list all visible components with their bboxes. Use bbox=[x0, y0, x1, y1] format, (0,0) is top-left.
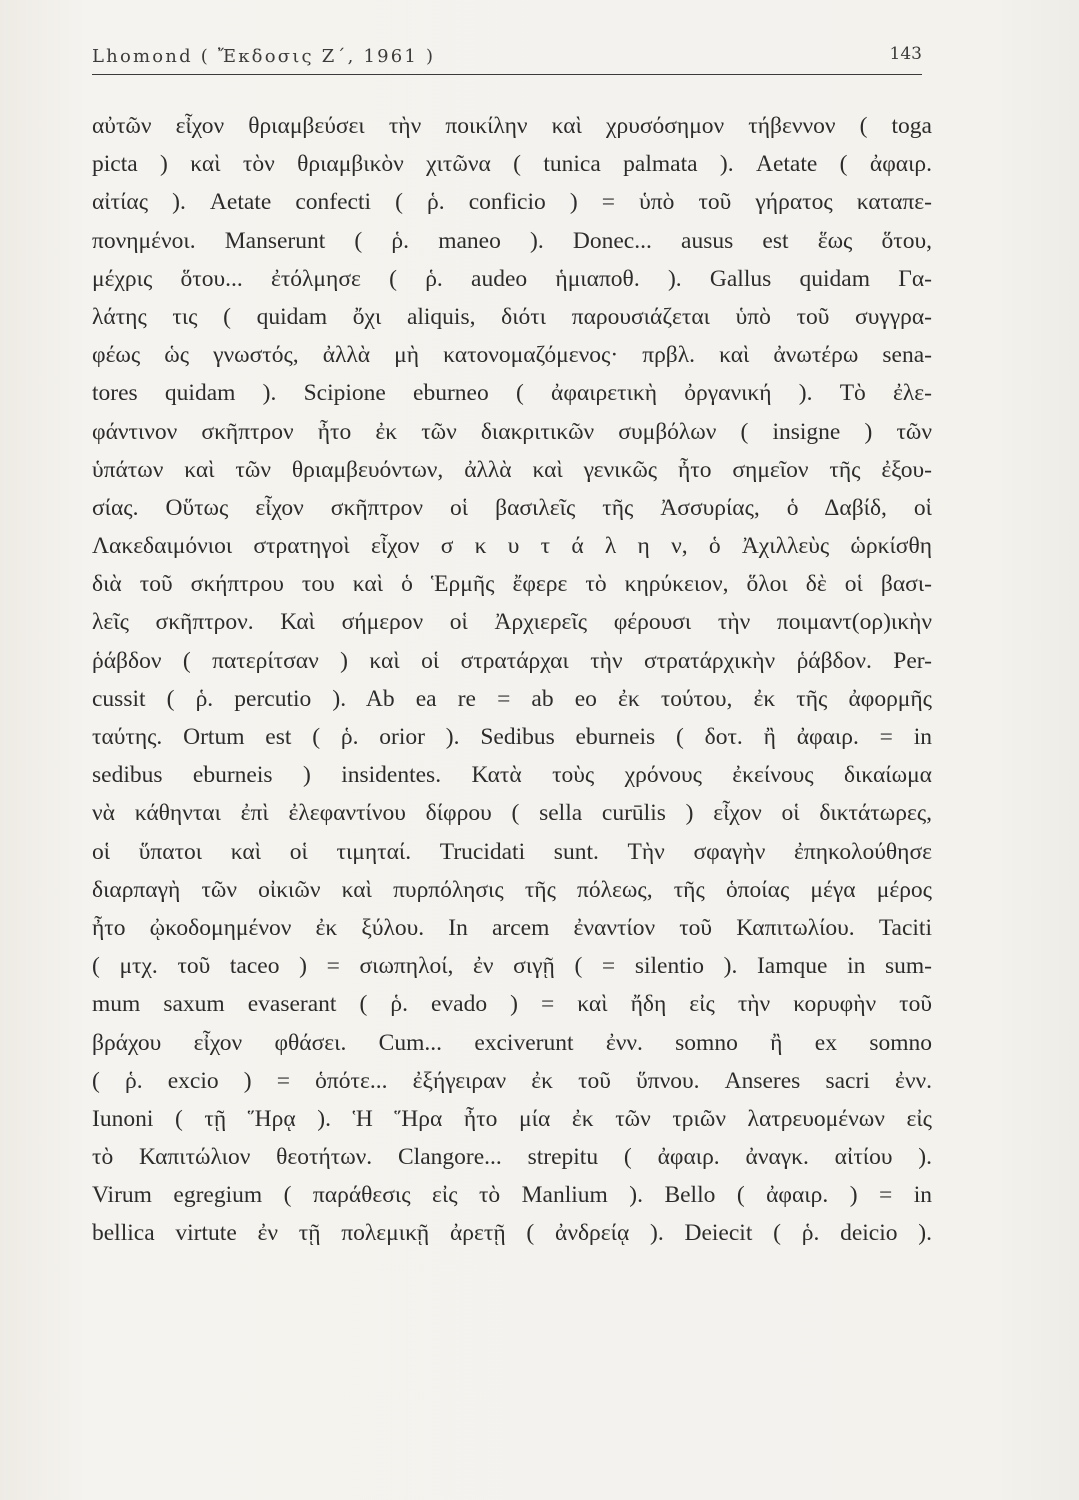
text-line: σίας. Οὕτως εἶχον σκῆπτρον οἱ βασιλεῖς τῆς Ἀσσυρίας, ὁ Δαβίδ, οἱ bbox=[92, 494, 932, 521]
commentary-text bbox=[92, 107, 942, 1253]
text-line: ( μτχ. τοῦ taceo ) = σιωπηλοί, ἐν σιγῇ ( = silentio ). Iamque in sum- bbox=[92, 953, 932, 980]
text-line: Λακεδαιμόνιοι στρατηγοὶ εἶχον σ κ υ τ ά λ η ν, ὁ Ἀχιλλεὺς ὡρκίσθη bbox=[92, 533, 932, 560]
text-line: νὰ κάθηνται ἐπὶ ἐλεφαντίνου δίφρου ( sella curūlis ) εἶχον οἱ δικτάτωρες, bbox=[92, 800, 932, 827]
text-line: sedibus eburneis ) insidentes. Κατὰ τοὺς χρόνους ἐκείνους δικαίωμα bbox=[92, 762, 932, 789]
text-line: ἦτο ᾠκοδομημένον ἐκ ξύλου. In arcem ἐναντίον τοῦ Καπιτωλίου. Taciti bbox=[92, 914, 932, 941]
text-line: πονημένοι. Manserunt ( ῥ. maneo ). Donec... ausus est ἕως ὅτου, bbox=[92, 227, 932, 254]
text-line: ὑπάτων καὶ τῶν θριαμβευόντων, ἀλλὰ καὶ γενικῶς ἦτο σημεῖον τῆς ἐξου- bbox=[92, 456, 932, 483]
text-line: τὸ Καπιτώλιον θεοτήτων. Clangore... strepitu ( ἀφαιρ. ἀναγκ. αἰτίου ). bbox=[92, 1144, 932, 1171]
text-line: cussit ( ῥ. percutio ). Ab ea re = ab eo ἐκ τούτου, ἐκ τῆς ἀφορμῆς bbox=[92, 685, 932, 712]
text-line: φέως ὡς γνωστός, ἀλλὰ μὴ κατονομαζόμενος· πρβλ. καὶ ἀνωτέρω sena- bbox=[92, 342, 932, 369]
text-line: φάντινον σκῆπτρον ἦτο ἐκ τῶν διακριτικῶν συμβόλων ( insigne ) τῶν bbox=[92, 418, 932, 445]
text-line: tores quidam ). Scipione eburneo ( ἀφαιρετικὴ ὀργανική ). Τὸ ἐλε- bbox=[92, 380, 932, 407]
text-line: Iunoni ( τῇ Ἥρᾳ ). Ἡ Ἥρα ἦτο μία ἐκ τῶν τριῶν λατρευομένων εἰς bbox=[92, 1105, 932, 1132]
page-number: 143 bbox=[889, 44, 922, 64]
text-line: bellica virtute ἐν τῇ πολεμικῇ ἀρετῇ ( ἀνδρείᾳ ). Deiecit ( ῥ. deicio ). bbox=[92, 1220, 932, 1247]
text-line: ( ῥ. excio ) = ὁπότε... ἐξήγειραν ἐκ τοῦ ὕπνου. Anseres sacri ἐνν. bbox=[92, 1067, 932, 1094]
text-line: βράχου εἶχον φθάσει. Cum... exciverunt ἐνν. somno ἢ ex somno bbox=[92, 1029, 932, 1056]
text-line: μέχρις ὅτου... ἐτόλμησε ( ῥ. audeo ἡμιαποθ. ). Gallus quidam Γα- bbox=[92, 265, 932, 292]
text-line: ῥάβδον ( πατερίτσαν ) καὶ οἱ στρατάρχαι τὴν στρατάρχικὴν ῥάβδον. Per- bbox=[92, 647, 932, 674]
text-line: λάτης τις ( quidam ὄχι aliquis, διότι παρουσιάζεται ὑπὸ τοῦ συγγρα- bbox=[92, 303, 932, 330]
text-line: λεῖς σκῆπτρον. Καὶ σήμερον οἱ Ἀρχιερεῖς φέρουσι τὴν ποιμαντ(ορ)ικὴν bbox=[92, 609, 932, 636]
running-head bbox=[92, 44, 922, 75]
text-line: διὰ τοῦ σκήπτρου του καὶ ὁ Ἑρμῆς ἔφερε τὸ κηρύκειον, ὅλοι δὲ οἱ βασι- bbox=[92, 571, 932, 598]
text-line: Virum egregium ( παράθεσις εἰς τὸ Manlium ). Bello ( ἀφαιρ. ) = in bbox=[92, 1182, 932, 1209]
text-line: picta ) καὶ τὸν θριαμβικὸν χιτῶνα ( tunica palmata ). Aetate ( ἀφαιρ. bbox=[92, 151, 932, 178]
text-line: αἰτίας ). Aetate confecti ( ῥ. conficio ) = ὑπὸ τοῦ γήρατος καταπε- bbox=[92, 189, 932, 216]
text-line: οἱ ὕπατοι καὶ οἱ τιμηταί. Trucidati sunt. Τὴν σφαγὴν ἐπηκολούθησε bbox=[92, 838, 932, 865]
running-head-title: Lhomond ( Ἔκδοσις Ζ΄, 1961 ) bbox=[92, 46, 436, 67]
text-line: αὐτῶν εἶχον θριαμβεύσει τὴν ποικίλην καὶ χρυσόσημον τήβεννον ( toga bbox=[92, 113, 932, 139]
text-line: ταύτης. Ortum est ( ῥ. orior ). Sedibus eburneis ( δοτ. ἢ ἀφαιρ. = in bbox=[92, 724, 932, 750]
text-line: διαρπαγὴ τῶν οἰκιῶν καὶ πυρπόλησις τῆς πόλεως, τῆς ὁποίας μέγα μέρος bbox=[92, 876, 932, 903]
text-line: mum saxum evaserant ( ῥ. evado ) = καὶ ἤδη εἰς τὴν κορυφὴν τοῦ bbox=[92, 991, 932, 1018]
